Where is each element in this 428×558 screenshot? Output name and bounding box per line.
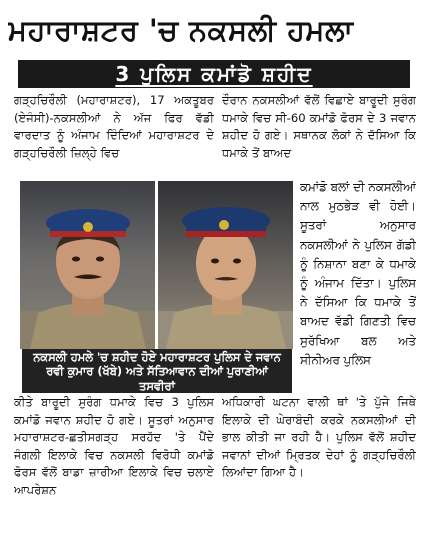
article-paragraph: ਗੜ੍ਹਚਿਰੌਲੀ (ਮਹਾਰਾਸ਼ਟਰ), 17 ਅਕਤੂਬਰ (ਏਜੰਸੀ)-ਨਕਸਲੀਆਂ ਨੇ ਅੱਜ ਫਿਰ ਵੱਡੀ ਵਾਰਦਾਤ ਨੂੰ ਅੰਜਾਮ ਦਿੰਦਿਆਂ ਮਹਾਰਾਸ਼ਟਰ ਦੇ ਗੜ੍ਹਚਿਰੌਲੀ ਜ਼ਿਲ੍ਹੇ ਵਿਚ [14, 93, 214, 160]
article-paragraph: ਕੀਤੇ ਬਾਰੂਦੀ ਸੁਰੰਗ ਧਮਾਕੇ ਵਿਚ 3 ਪੁਲਿਸ ਕਮਾਂਡੋ ਜਵਾਨ ਸ਼ਹੀਦ ਹੋ ਗਏ। ਸੂਤਰਾਂ ਅਨੁਸਾਰ ਮਹਾਰਾਸ਼ਟਰ-ਛਤੀਸਗੜ੍ਹ ਸਰਹੱਦ 'ਤੇ ਪੈਂਦੇ ਜੰਗਲੀ ਇਲਾਕੇ ਵਿਚ ਨਕਸਲੀ ਵਿਰੋਧੀ ਕਮਾਂਡੋ ਫੋਰਸ ਵੱਲੋਂ ਬਾਡਾ ਜ਼ਾਰੀਆ ਇਲਾਕੇ ਵਿਚ ਚਲਾਏ ਆਪਰੇਸ਼ਨ [14, 395, 214, 497]
article-column-left-top [14, 92, 214, 178]
photo-soldier-left [20, 181, 155, 349]
article-column-right-bottom [222, 394, 416, 554]
article-paragraph: ਦੌਰਾਨ ਨਕਸਲੀਆਂ ਵੱਲੋਂ ਵਿਛਾਏ ਬਾਰੂਦੀ ਸੁਰੰਗ ਧਮਾਕੇ ਵਿਚ ਸੀ-60 ਕਮਾਂਡੋ ਫੋਰਸ ਦੇ 3 ਜਵਾਨ ਸ਼ਹੀਦ ਹੋ ਗਏ। ਸਥਾਨਕ ਲੋਕਾਂ ਨੇ ਦੱਸਿਆ ਕਿ ਧਮਾਕੇ ਤੋਂ ਬਾਅਦ [222, 93, 416, 160]
article-column-right-top [222, 92, 416, 178]
subheadline: 3 ਪੁਲਿਸ ਕਮਾਂਡੋ ਸ਼ਹੀਦ [115, 62, 313, 86]
headline: ਮਹਾਰਾਸ਼ਟਰ 'ਚ ਨਕਸਲੀ ਹਮਲਾ [8, 13, 354, 47]
photo-soldier-right [158, 181, 293, 349]
subheadline-banner [18, 60, 410, 88]
article-column-left-bottom [14, 394, 214, 554]
soldier-portrait-left [20, 181, 155, 349]
article-paragraph: ਅਧਿਕਾਰੀ ਘਟਨਾ ਵਾਲੀ ਥਾਂ 'ਤੇ ਪੁੱਜੇ ਜਿਥੇ ਇਲਾਕੇ ਦੀ ਘੇਰਾਬੰਦੀ ਕਰਕੇ ਨਕਸਲੀਆਂ ਦੀ ਭਾਲ ਕੀਤੀ ਜਾ ਰਹੀ ਹੈ। ਪੁਲਿਸ ਵੱਲੋਂ ਸ਼ਹੀਦ ਜਵਾਨਾਂ ਦੀਆਂ ਮ੍ਰਿਤਕ ਦੇਹਾਂ ਨੂੰ ਗੜ੍ਹਚਿਰੌਲੀ ਲਿਆਂਦਾ ਗਿਆ ਹੈ। [222, 395, 416, 480]
article-paragraph: ਕਮਾਂਡੋ ਬਲਾਂ ਦੀ ਨਕਸਲੀਆਂ ਨਾਲ ਮੁਠਭੇੜ ਵੀ ਹੋਈ। ਸੂਤਰਾਂ ਅਨੁਸਾਰ ਨਕਸਲੀਆਂ ਨੇ ਪੁਲਿਸ ਗੱਡੀ ਨੂੰ ਨਿਸ਼ਾਨਾ ਬਣਾ ਕੇ ਧਮਾਕੇ ਨੂੰ ਅੰਜਾਮ ਦਿੱਤਾ। ਪੁਲਿਸ ਨੇ ਦੱਸਿਆ ਕਿ ਧਮਾਕੇ ਤੋਂ ਬਾਅਦ ਵੱਡੀ ਗਿਣਤੀ ਵਿਚ ਸੁਰੱਖਿਆ ਬਲ ਅਤੇ ਸੀਨੀਅਰ ਪੁਲਿਸ [300, 180, 416, 367]
soldier-portrait-right [158, 181, 293, 349]
photo-caption: ਨਕਸਲੀ ਹਮਲੇ 'ਚ ਸ਼ਹੀਦ ਹੋਏ ਮਹਾਰਾਸ਼ਟਰ ਪੁਲਿਸ ਦੇ ਜਵਾਨ ਰਵੀ ਕੁਮਾਰ (ਖੱਬੇ) ਅਤੇ ਸੱਤਿਆਵਾਨ ਦੀਆਂ ਪੁਰਾਣੀਆਂ ਤਸਵੀਰਾਂ [22, 349, 292, 393]
